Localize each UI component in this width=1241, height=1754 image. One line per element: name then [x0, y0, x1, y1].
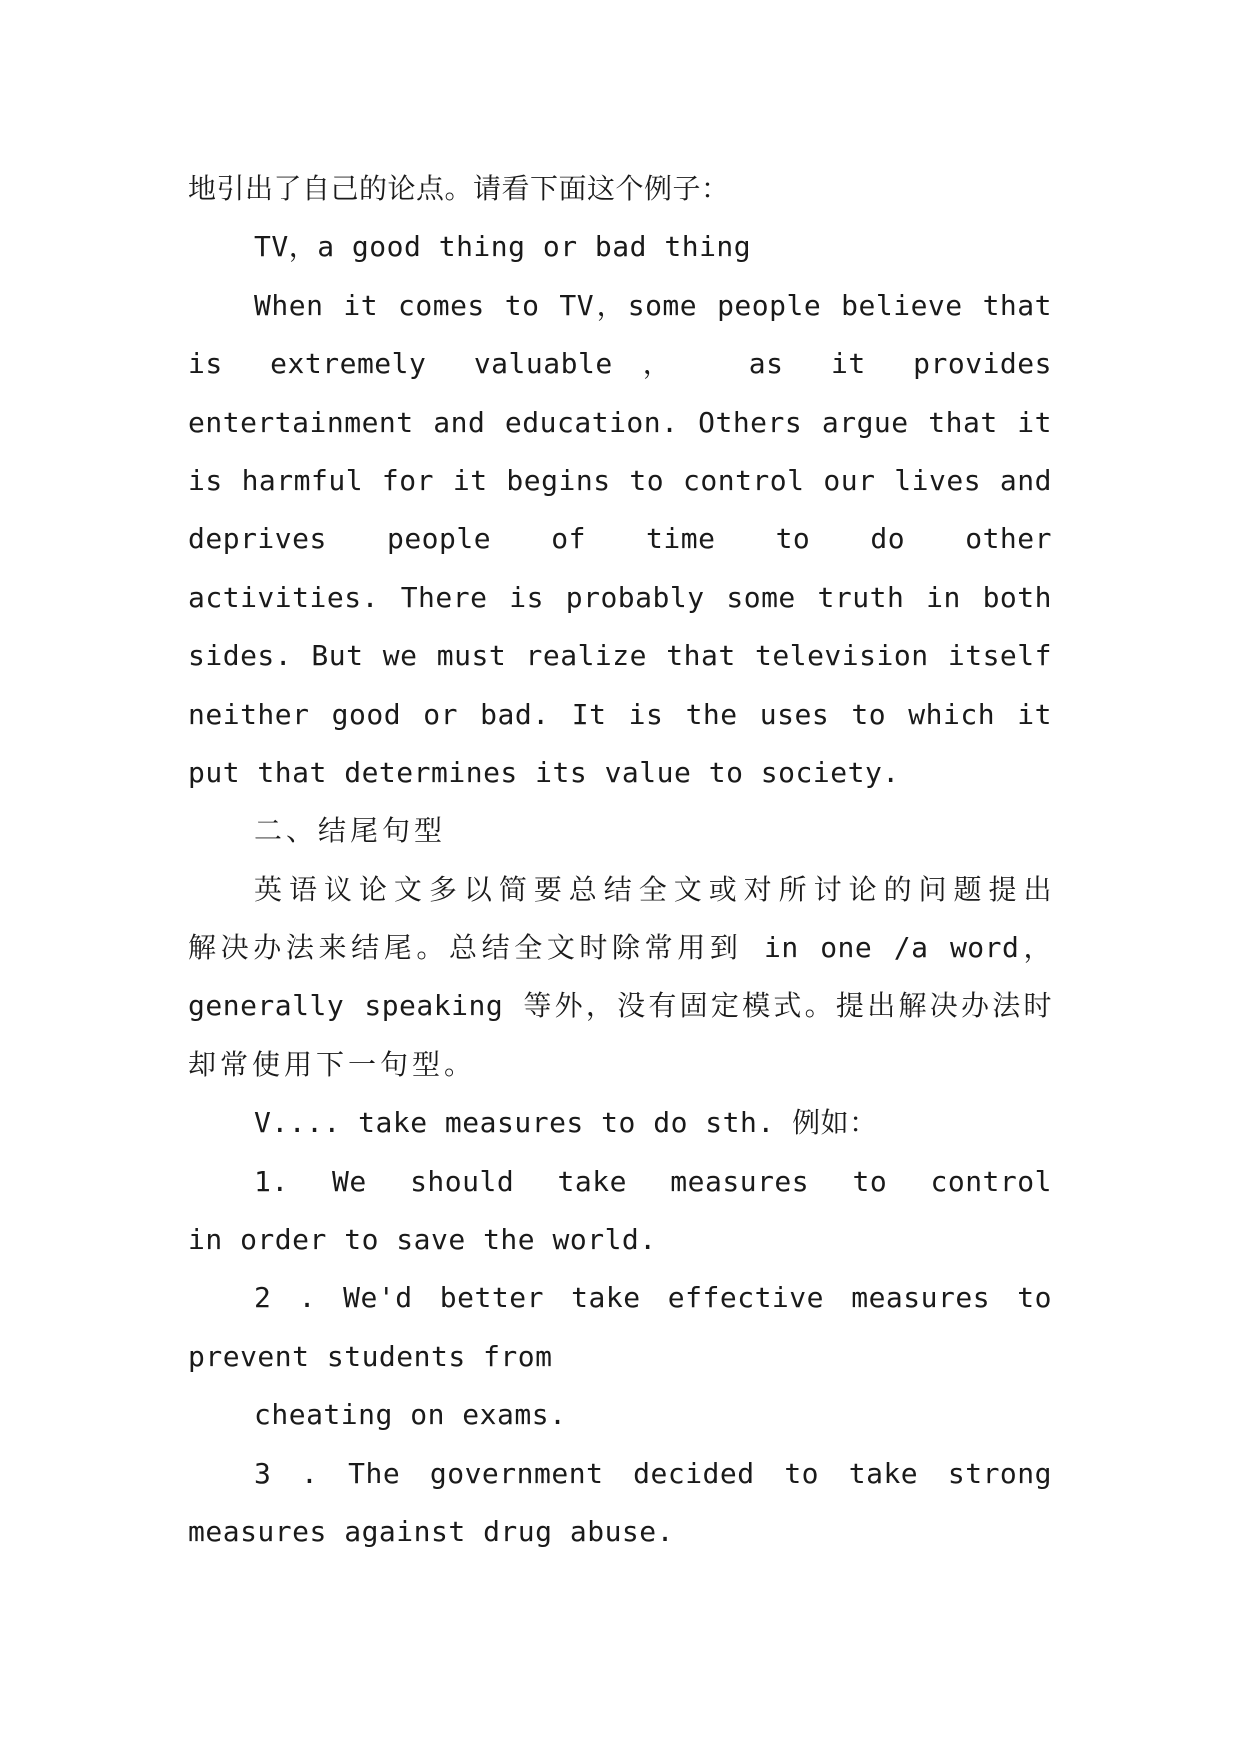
text-line: sides. But we must realize that television itself: [188, 639, 1052, 673]
text-line: 英语议论文多以简要总结全文或对所讨论的问题提出: [254, 872, 1052, 906]
text-line: 解决办法来结尾。总结全文时除常用到 in one /a word，: [188, 931, 1052, 965]
section-heading: 二、结尾句型: [254, 814, 447, 848]
text-line: neither good or bad. It is the uses to which it: [188, 697, 1052, 731]
text-line: 地引出了自己的论点。请看下面这个例子：: [188, 172, 730, 205]
document-body: [188, 160, 1052, 1561]
text-line: 却常使用下一句型。: [188, 1047, 477, 1081]
text-line: activities. There is probably some truth in both: [188, 580, 1052, 614]
text-line: generally speaking 等外，没有固定模式。提出解决办法时: [188, 989, 1052, 1023]
essay-title: TV，a good thing or bad thing: [254, 230, 752, 264]
text-line: in order to save the world.: [188, 1223, 657, 1257]
example-item: 3 . The government decided to take strong: [254, 1456, 1052, 1490]
text-line: is extremely valuable， as it provides: [188, 347, 1052, 381]
text-line: deprives people of time to do other: [188, 522, 1052, 556]
text-line: put that determines its value to society.: [188, 755, 900, 789]
text-line: cheating on exams.: [254, 1398, 567, 1432]
text-line: entertainment and education. Others argue that it: [188, 405, 1052, 439]
example-item: 1. We should take measures to control: [254, 1164, 1052, 1198]
example-item: 2 . We'd better take effective measures to: [254, 1281, 1052, 1315]
text-line: is harmful for it begins to control our lives and: [188, 463, 1052, 497]
text-line: prevent students from: [188, 1339, 553, 1373]
text-line: When it comes to TV，some people believe that: [254, 288, 1052, 322]
text-line: measures against drug abuse.: [188, 1514, 675, 1548]
sentence-pattern: V.... take measures to do sth. 例如：: [254, 1106, 878, 1140]
